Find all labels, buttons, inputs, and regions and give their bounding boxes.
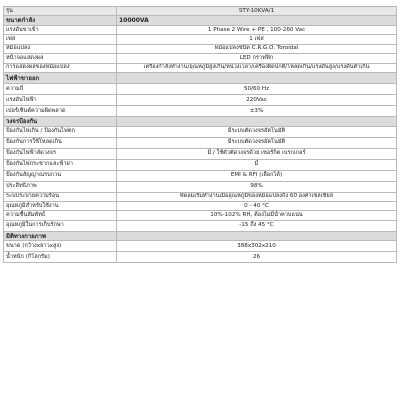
section-label: ไฟฟ้าขาออก [4,73,117,84]
spec-label: เฟส [4,35,117,44]
spec-row [4,84,397,95]
spec-value: 10%-102% RH, ต้องไม่มีน้ำควบแน่น [117,211,397,220]
spec-value: 1 เฟส [117,35,397,44]
section-row [4,117,397,126]
spec-value: มีระบบตัดวงจรอัตโนมัติ [117,126,397,137]
spec-label: แรงดันไฟฟ้า [4,95,117,106]
spec-value: 98% [117,181,397,192]
spec-label: ขนาด (กว้างxยาวxสูง) [4,241,117,252]
spec-label: เปอร์เซ็นต์ความผิดพลาด [4,106,117,117]
spec-row [4,181,397,192]
spec-value: 50/60 Hz [117,84,397,95]
spec-sheet [3,6,397,263]
spec-label: แรงดันขาเข้า [4,25,117,34]
spec-row [4,192,397,201]
spec-label: ประสิทธิภาพ [4,181,117,192]
spec-label: ป้องกันไฟฟ้าลัดวงจร [4,148,117,159]
spec-row [4,54,397,63]
spec-row [4,220,397,231]
spec-row [4,106,397,117]
section-label: ขนาดกำลัง [4,16,117,25]
spec-value: มี [117,159,397,170]
spec-label: ป้องกันการใช้โหลดเกิน [4,137,117,148]
spec-label: ความถี่ [4,84,117,95]
spec-value: ±3% [117,106,397,117]
spec-label: หม้อแปลง [4,44,117,53]
spec-label: ป้องกันไฟกระชากและฟ้าผ่า [4,159,117,170]
spec-row [4,126,397,137]
spec-value: 388x302x210 [117,241,397,252]
spec-label: ป้องกันสัญญาณรบกวน [4,170,117,181]
spec-label: ระบบระบายความร้อน [4,192,117,201]
spec-row [4,170,397,181]
section-value [117,117,397,126]
spec-row [4,137,397,148]
section-row [4,231,397,240]
spec-label: หน้าจอแสดงผล [4,54,117,63]
spec-row [4,252,397,263]
spec-row [4,25,397,34]
spec-value: 26 [117,252,397,263]
spec-label: การแสดงผลของหม้อแปลง [4,63,117,72]
spec-value: -15 ถึง 45 °C [117,220,397,231]
model-header-row [4,7,397,16]
model-value: STY-10KVA/1 [117,7,397,16]
spec-label: อุณหภูมิสำหรับใช้งาน [4,201,117,210]
section-value [117,231,397,240]
spec-row [4,95,397,106]
spec-value: 1 Phase 2 Wire + PE , 100-260 Vac [117,25,397,34]
spec-value: EMI & RFI (เลือกได้) [117,170,397,181]
spec-table-body [4,7,397,263]
spec-row [4,44,397,53]
spec-row [4,63,397,72]
section-value [117,73,397,84]
spec-value: พัดลมเริ่มทำงานเมื่ออุณหภูมิของหม้อแปลงถึง 60 องศาเซลเซียส [117,192,397,201]
spec-row [4,148,397,159]
spec-label: ป้องกันไฟเกิน / ป้องกันไฟตก [4,126,117,137]
spec-row [4,201,397,210]
spec-label: อุณหภูมิในการเก็บรักษา [4,220,117,231]
spec-label: ความชื้นสัมพัทธ์ [4,211,117,220]
spec-value: หม้อแปลงชนิด C.R.G.O. Toroidal [117,44,397,53]
spec-value: LED กราฟฟิก [117,54,397,63]
section-row [4,16,397,25]
spec-row [4,35,397,44]
spec-label: น้ำหนัก (กิโลกรัม) [4,252,117,263]
model-label: รุ่น [4,7,117,16]
section-value: 10000VA [117,16,397,25]
section-label: มิติทางกายภาพ [4,231,117,240]
section-label: วงจรป้องกัน [4,117,117,126]
spec-row [4,159,397,170]
spec-table [3,6,397,263]
spec-value: มี / ใช้ตัวตัดวงจรด้วย เซอร์กิต เบรกเกอร์ [117,148,397,159]
section-row [4,73,397,84]
spec-value: 220Vac [117,95,397,106]
spec-value: 0 - 40 °C [117,201,397,210]
spec-value: มีระบบตัดวงจรอัตโนมัติ [117,137,397,148]
spec-value: เครื่องกำลังทำงาน/อุณหภูมิสูงเกิน/หน่วงเวลา/เครื่องผิดปกติ/โหลดเกิน/แรงดันสูง/แรงดันต่ำเกิน [117,63,397,72]
spec-row [4,211,397,220]
spec-row [4,241,397,252]
